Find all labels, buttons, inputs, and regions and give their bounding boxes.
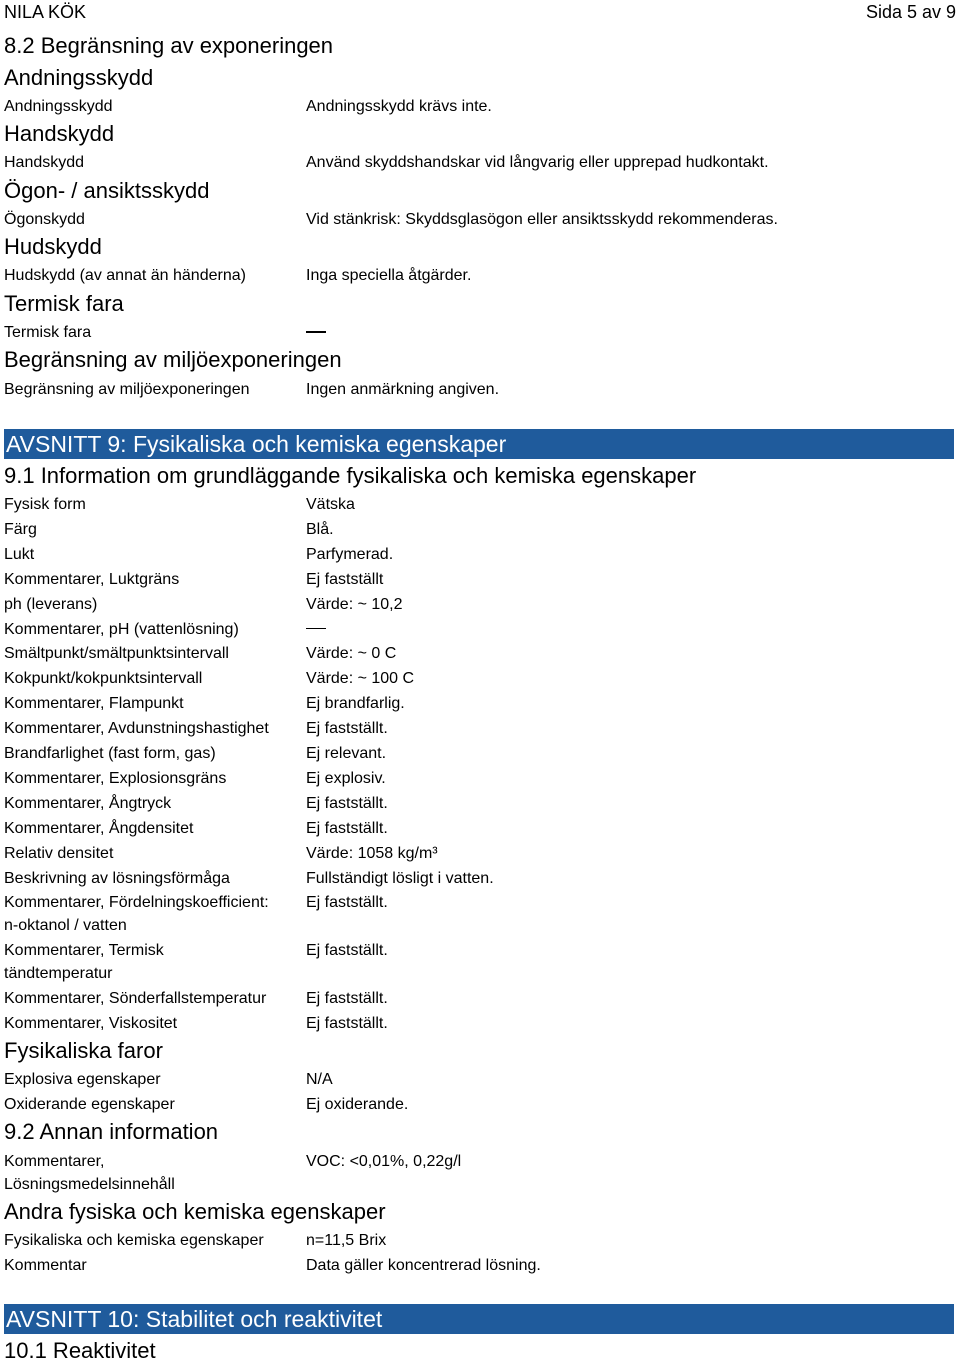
row-label: Explosiva egenskaper (4, 1071, 161, 1088)
row-value: Värde: 1058 kg/m³ (306, 844, 438, 862)
row-label-line1: Relativ densitet (4, 844, 114, 862)
andra-egenskaper-heading: Andra fysiska och kemiska egenskaper (4, 1199, 386, 1224)
row-label (4, 593, 302, 616)
row-label (4, 1012, 302, 1035)
row-label: Termisk fara (4, 324, 92, 341)
row-value: Värde: ~ 10,2 (306, 595, 403, 613)
row-label-line1: Kommentarer, (4, 1153, 105, 1170)
row-label (4, 518, 302, 541)
row-label (4, 667, 302, 690)
row-label-line2: Lösningsmedelsinnehåll (4, 1176, 175, 1193)
row-label (4, 987, 302, 1010)
row-label-line1: Kommentarer, Explosionsgräns (4, 769, 227, 787)
row-label (4, 618, 302, 641)
row-value: Ej fastställt. (306, 720, 388, 738)
row-label-line1: Beskrivning av lösningsförmåga (4, 869, 230, 887)
row-label (4, 742, 302, 765)
row-label: Oxiderande egenskaper (4, 1096, 175, 1113)
row-label-line1: Kommentarer, Termisk (4, 942, 164, 960)
handskydd-heading: Handskydd (4, 121, 115, 146)
row-label (4, 717, 302, 740)
row-label-line1: Kommentarer, Flampunkt (4, 695, 184, 713)
row-label (4, 642, 302, 665)
row-value: Ej oxiderande. (306, 1096, 409, 1113)
row-label: Begränsning av miljöexponeringen (4, 381, 250, 398)
row-label-line1: Kommentarer, Luktgräns (4, 570, 180, 588)
company-name: NILA KÖK (4, 2, 87, 22)
row-value: Ej fastställt. (306, 794, 388, 812)
row-label (4, 792, 302, 815)
row-label (4, 817, 302, 840)
row-label: Handskydd (4, 154, 85, 171)
row-value: N/A (306, 1071, 333, 1088)
andningsskydd-heading: Andningsskydd (4, 65, 154, 90)
page-number: Sida 5 av 9 (865, 2, 956, 22)
row-value: Värde: ~ 0 C (306, 645, 397, 663)
row-value: n=11,5 Brix (306, 1232, 387, 1249)
fysikaliska-faror-heading: Fysikaliska faror (4, 1038, 163, 1063)
section-10-band (4, 1304, 954, 1334)
row-label (4, 842, 302, 865)
row-value: Ej fastställt (306, 570, 384, 588)
row-label-line2: tändtemperatur (4, 965, 113, 983)
row-label-line1: Kommentarer, Sönderfallstemperatur (4, 990, 267, 1008)
row-label: Hudskydd (av annat än händerna) (4, 267, 246, 284)
row-value: Ej fastställt. (306, 942, 388, 960)
row-label-line1: Kommentarer, pH (vattenlösning) (4, 620, 239, 638)
row-label (4, 867, 302, 890)
row-label (4, 891, 302, 937)
row-value: Andningsskydd krävs inte. (306, 98, 492, 115)
row-label (4, 692, 302, 715)
row-value: Ej fastställt. (306, 1015, 388, 1033)
row-value: Ej brandfarlig. (306, 695, 405, 713)
miljo-heading: Begränsning av miljöexponeringen (4, 347, 342, 372)
row-label: Andningsskydd (4, 98, 113, 115)
row-value: Ej fastställt. (306, 819, 388, 837)
row-label (4, 767, 302, 790)
section-9-band (4, 429, 954, 459)
row-label-line1: Kommentarer, Viskositet (4, 1015, 178, 1033)
row-label: Ögonskydd (4, 211, 85, 228)
row-label (4, 939, 302, 985)
row-label (4, 543, 302, 566)
row-value: Parfymerad. (306, 545, 394, 563)
row-value: Vid stänkrisk: Skyddsglasögon eller ansiktsskydd rekommenderas. (306, 211, 778, 228)
row-label-line2: n-oktanol / vatten (4, 917, 127, 935)
section-10-title: AVSNITT 10: Stabilitet och reaktivitet (6, 1306, 383, 1332)
row-value: Använd skyddshandskar vid långvarig eller upprepad hudkontakt. (306, 154, 769, 171)
row-label-line1: Lukt (4, 545, 35, 563)
row-value: Inga speciella åtgärder. (306, 267, 472, 284)
subsection-10-1-title: 10.1 Reaktivitet (4, 1338, 156, 1363)
dash-mark (306, 628, 326, 630)
row-label (4, 568, 302, 591)
row-label (4, 493, 302, 516)
row-value: Blå. (306, 520, 334, 538)
row-label-line1: Fysisk form (4, 496, 86, 513)
termisk-fara-heading: Termisk fara (4, 291, 124, 316)
row-label-line1: Kommentarer, Avdunstningshastighet (4, 720, 269, 738)
row-label: Kommentar (4, 1257, 87, 1274)
row-label-line1: Brandfarlighet (fast form, gas) (4, 745, 216, 762)
row-value: Värde: ~ 100 C (306, 670, 415, 688)
page-header (4, 2, 956, 24)
row-label-line1: Kommentarer, Fördelningskoefficient: (4, 894, 269, 912)
row-label-line1: Kommentarer, Ångtryck (4, 794, 172, 812)
row-label-line1: Smältpunkt/smältpunktsintervall (4, 645, 229, 663)
row-label: Fysikaliska och kemiska egenskaper (4, 1232, 264, 1249)
row-label-line1: Kommentarer, Ångdensitet (4, 819, 194, 837)
row-label (4, 1150, 302, 1196)
hudskydd-heading: Hudskydd (4, 234, 102, 259)
row-value: Ej explosiv. (306, 769, 386, 787)
row-value: Ingen anmärkning angiven. (306, 381, 500, 398)
row-value: Ej fastställt. (306, 894, 388, 912)
row-label-line1: Kokpunkt/kokpunktsintervall (4, 670, 203, 688)
section-8-2-title: 8.2 Begränsning av exponeringen (4, 33, 334, 58)
dash-mark (306, 331, 326, 333)
row-value: Vätska (306, 496, 355, 513)
subsection-9-2-title: 9.2 Annan information (4, 1119, 219, 1144)
row-value: Data gäller koncentrerad lösning. (306, 1257, 541, 1274)
section-9-title: AVSNITT 9: Fysikaliska och kemiska egenskaper (6, 431, 507, 457)
ogonskydd-heading: Ögon- / ansiktsskydd (4, 178, 210, 203)
subsection-9-1-title: 9.1 Information om grundläggande fysikaliska och kemiska egenskaper (4, 463, 697, 488)
row-value-dash (306, 618, 326, 641)
row-label-line1: Färg (4, 520, 37, 538)
row-value: Fullständigt lösligt i vatten. (306, 869, 494, 887)
row-value: Ej fastställt. (306, 990, 388, 1008)
row-label-line1: ph (leverans) (4, 595, 98, 613)
row-value: Ej relevant. (306, 745, 387, 762)
row-value-dash (306, 321, 326, 344)
row-value: VOC: <0,01%, 0,22g/l (306, 1153, 462, 1170)
